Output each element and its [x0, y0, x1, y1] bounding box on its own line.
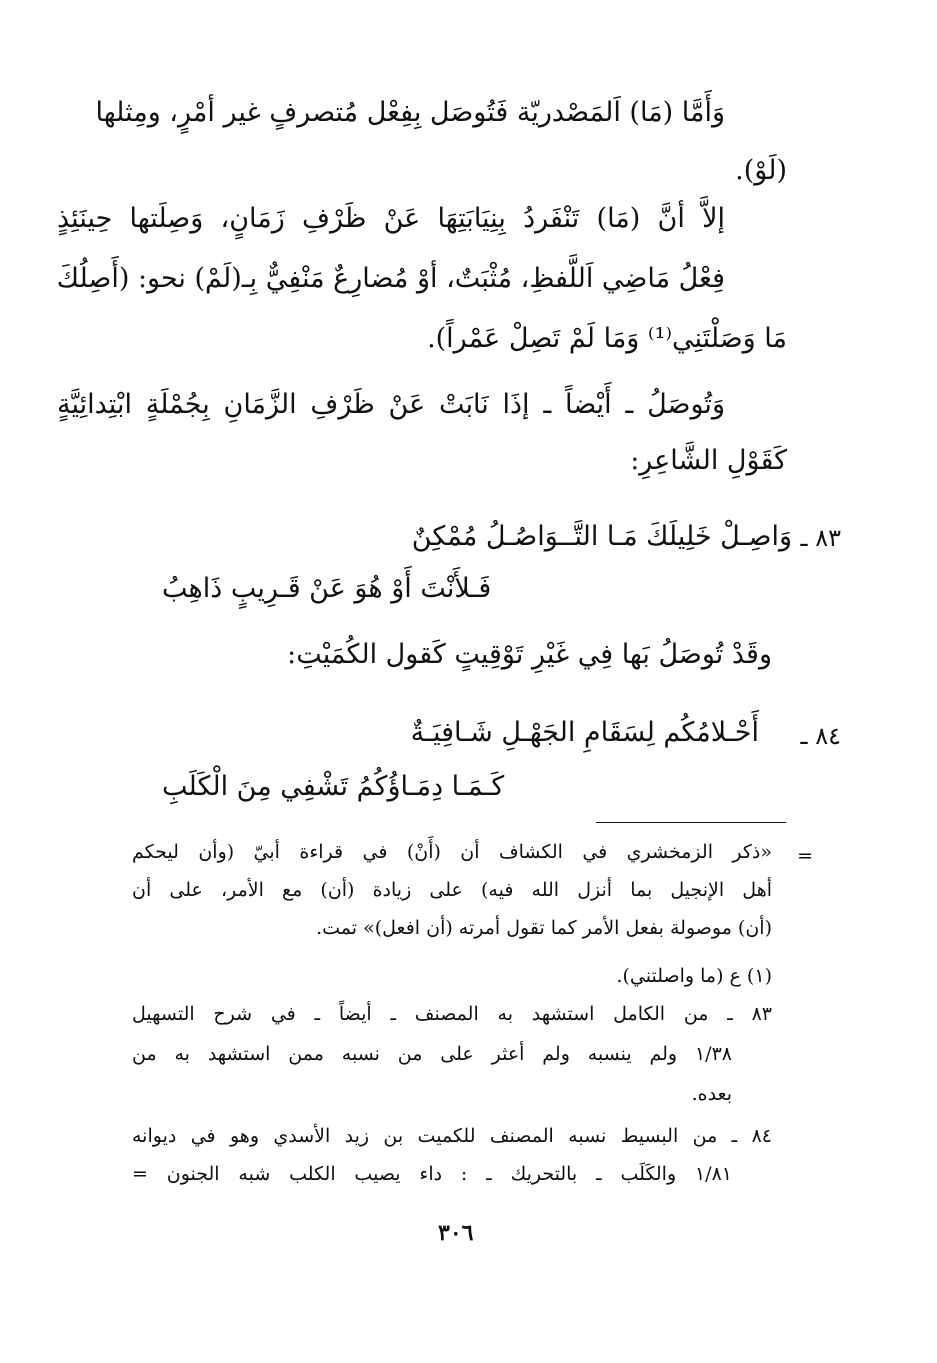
footnote-continuation-line-1: «ذكر الزمخشري في الكشاف أن (أَنْ) في قراءة أبيّ (وأن ليحكم [132, 841, 772, 863]
footnote-84-line-1: ٨٤ ـ من البسيط نسبه المصنف للكميت بن زيد الأسدي وهو في ديوانه [132, 1125, 772, 1147]
footnote-83-line-3: بعده. [691, 1083, 732, 1105]
footnote-83-line-1: ٨٣ ـ من الكامل استشهد به المصنف ـ أيضاً ـ في شرح التسهيل [132, 1003, 772, 1025]
footnote-84-line-2: ١/٨١ والكَلَب ـ بالتحريك ـ : داء يصيب الكلب شبه الجنون = [132, 1163, 732, 1185]
paragraph-3-line-2: كَقَوْلِ الشَّاعِرِ: [630, 445, 787, 476]
paragraph-2-line-3: مَا وَصَلْتَنِي⁽¹⁾ وَمَا لَمْ تَصِلْ عَمْراً). [427, 323, 787, 354]
verse-84-second-hemistich: كَـمَـا دِمَـاؤُكُمُ تَشْفِي مِنَ الْكَلَبِ [162, 771, 505, 802]
page-number: ٣٠٦ [438, 1220, 474, 1246]
footnote-continuation-mark: = [797, 845, 813, 867]
verse-84-first-hemistich: أَحْـلامُكُم لِسَقَامِ الجَهْـلِ شَـافِيَـةٌ [410, 717, 759, 748]
paragraph-3-line-1: وَتُوصَلُ ـ أَيْضاً ـ إذَا نَابَتْ عَنْ ظَرْفِ الزَّمَانِ بِجُمْلَةٍ ابْتِدائِيَّةٍ [57, 389, 725, 420]
paragraph-4: وقَدْ تُوصَلُ بَها فِي غَيْرِ تَوْقِيتٍ كَقول الكُمَيْتِ: [287, 639, 772, 670]
verse-83-second-hemistich: فَـلأَنْتَ أَوْ هُوَ عَنْ قَـرِيبٍ ذَاهِبُ [162, 573, 492, 604]
footnote-continuation-line-2: أهل الإنجيل بما أنزل الله فيه) على زيادة (أن) مع الأمر، على أن [132, 879, 772, 901]
verse-83-first-hemistich: وَاصِـلْ خَلِيلَكَ مَـا التَّــوَاصُـلُ مُمْكِنٌ [411, 521, 792, 552]
footnote-separator [596, 822, 786, 823]
footnote-1: (١) ع (ما واصلتني). [616, 965, 772, 987]
footnote-83-line-2: ١/٣٨ ولم ينسبه ولم أعثر على من نسبه ممن استشهد به من [132, 1043, 732, 1065]
paragraph-2-line-1: إلاَّ أنَّ (مَا) تَنْفَردُ بِنِيَابَتِهَا عَنْ ظَرْفِ زَمَانٍ، وَصِلَتها حِينَئِذٍ [57, 203, 725, 234]
paragraph-2-line-2: فِعْلُ مَاضِي اَللَّفظِ، مُثْبَتٌ، أوْ مُضارِعٌ مَنْفِيٌّ بِـ(لَمْ) نحو: (أَصِلُكَ [56, 263, 725, 294]
verse-83-number: ٨٣ ـ [800, 524, 841, 552]
footnote-continuation-line-3: (أن) موصولة بفعل الأمر كما تقول أمرته (أن افعل)» تمت. [316, 917, 772, 939]
paragraph-1-line-2: (لَوْ). [735, 155, 787, 186]
verse-84-number: ٨٤ ـ [800, 722, 841, 750]
paragraph-1-line-1: وَأَمَّا (مَا) اَلمَصْدريّة فَتُوصَل بِفِعْل مُتصرفٍ غير أمْرٍ، ومِثلها [95, 97, 725, 128]
